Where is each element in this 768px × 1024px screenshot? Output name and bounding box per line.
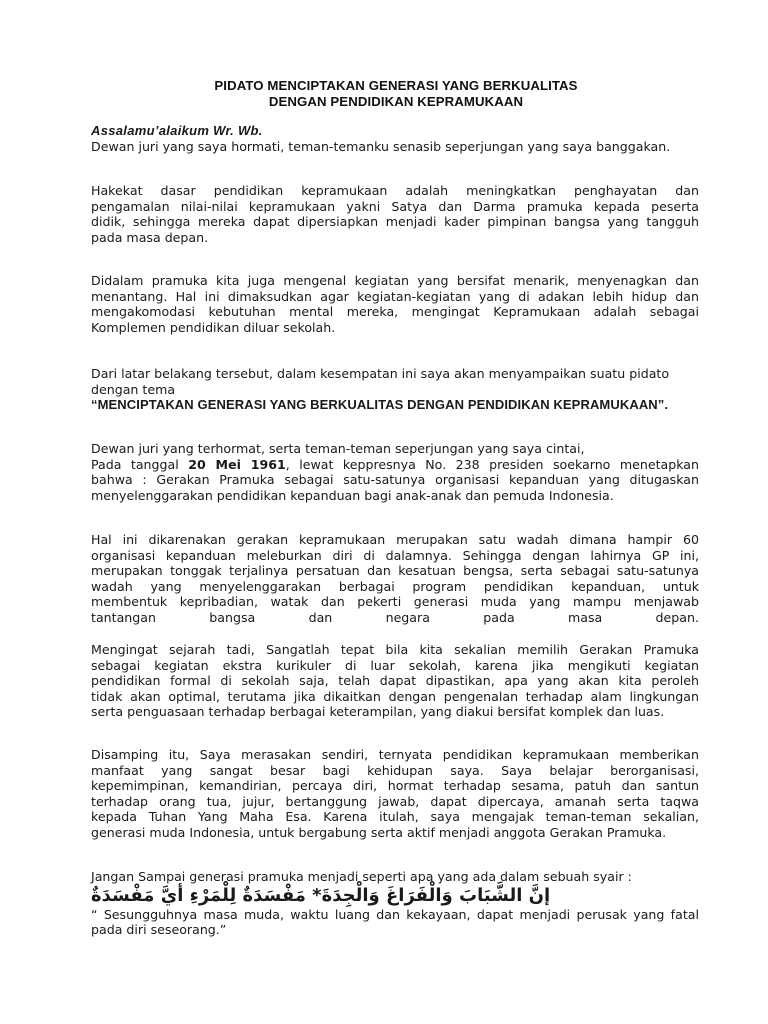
paragraph-line: pengamalan nilai-nilai kepramukaan yakni Satya dan Darma pramuka kepada peserta: [91, 198, 699, 214]
paragraph-line: Dari latar belakang tersebut, dalam kesempatan ini saya akan menyampaikan suatu pidato: [91, 366, 670, 381]
document-title: [0, 78, 768, 110]
paragraph-line: manfaat yang sangat besar bagi kehidupan saya. Saya belajar berorganisasi,: [91, 762, 699, 778]
greeting: Assalamu’alaikum Wr. Wb.: [91, 123, 263, 138]
paragraph-line: Hakekat dasar pendidikan kepramukaan adalah meningkatkan penghayatan dan: [91, 183, 699, 198]
verse-translation: “ Sesungguhnya masa muda, waktu luang dan kekayaan, dapat menjadi perusak yang fatal: [91, 906, 699, 922]
paragraph-line: mengakomodasi kebutuhan mental mereka, mengingat Kepramukaan adalah sebagai: [91, 304, 699, 320]
paragraph-8: [91, 869, 699, 938]
date-prefix: Pada tanggal: [91, 456, 189, 472]
speech-theme: “MENCIPTAKAN GENERASI YANG BERKUALITAS DENGAN PENDIDIKAN KEPRAMUKAAN”.: [91, 397, 669, 413]
paragraph-line: kepemimpinan, kemandirian, percaya diri, hormat terhadap sesama, patuh dan santun: [91, 778, 699, 794]
paragraph-line: dengan tema: [91, 381, 176, 397]
paragraph-line: [91, 457, 699, 473]
paragraph-line: pada masa depan.: [91, 229, 209, 245]
paragraph-7: [91, 747, 699, 841]
paragraph-line: Hal ini dikarenakan gerakan kepramukaan merupakan satu wadah dimana hampir 60: [91, 532, 699, 547]
paragraph-line: tantangan bangsa dan negara pada masa depan.: [91, 609, 699, 625]
paragraph-line: Jangan Sampai generasi pramuka menjadi seperti apa yang ada dalam sebuah syair :: [91, 869, 632, 884]
title-line-1: PIDATO MENCIPTAKAN GENERASI YANG BERKUALITAS: [214, 78, 578, 93]
paragraph-5: [91, 532, 699, 626]
paragraph-line: membentuk kepribadian, watak dan pekerti generasi muda yang mampu menjawab: [91, 594, 699, 610]
paragraph-line: sebagai kegiatan ekstra kurikuler di luar sekolah, karena jika mengikuti kegiatan: [91, 657, 699, 673]
date-suffix: , lewat keppresnya No. 238 presiden soekarno menetapkan: [285, 456, 699, 472]
title-line-2: DENGAN PENDIDIKAN KEPRAMUKAAN: [268, 94, 524, 109]
paragraph-3: [91, 366, 699, 413]
paragraph-line: menyelenggarakan pendidikan kepanduan bagi anak-anak dan pemuda Indonesia.: [91, 487, 614, 503]
paragraph-line: menantang. Hal ini dimaksudkan agar kegiatan-kegiatan yang di adakan lebih hidup dan: [91, 288, 699, 304]
paragraph-line: organisasi kepanduan meleburkan diri di dalamnya. Sehingga dengan lahirnya GP ini,: [91, 547, 699, 563]
paragraph-line: merupakan tonggak terjalinya persatuan dan kesatuan bengsa, serta sebagai satu-satunya: [91, 563, 699, 579]
date-highlight: 20 Mei 1961: [188, 456, 286, 472]
opening: [91, 123, 699, 154]
paragraph-line: generasi muda Indonesia, untuk bergabung serta aktif menjadi anggota Gerakan Pramuka.: [91, 824, 667, 840]
arabic-verse: إنَّ الشَّبَابَ وَالْفَرَاغَ وَالْجِدَةَ* مَفْسَدَةٌ لِلْمَرْءِ أيَّ مَفْسَدَةٌ: [91, 884, 551, 906]
paragraph-line: wadah yang menyelenggarakan berbagai program pendidikan kepanduan, untuk: [91, 578, 699, 594]
paragraph-line: kepada Tuhan Yang Maha Esa. Karena itulah, saya mengajak teman-teman sekalian,: [91, 809, 699, 825]
paragraph-6: [91, 642, 699, 720]
paragraph-line: Disamping itu, Saya merasakan sendiri, ternyata pendidikan kepramukaan memberikan: [91, 747, 699, 762]
paragraph-line: Mengingat sejarah tadi, Sangatlah tepat bila kita sekalian memilih Gerakan Pramuka: [91, 642, 699, 657]
paragraph-line: serta penguasaan terhadap berbagai keterampilan, yang diakui bersifat komplek dan luas.: [91, 704, 665, 720]
paragraph-line: tidak akan optimal, terutama jika dikaitkan dengan pengenalan terhadap alam lingkungan: [91, 688, 699, 704]
paragraph-line: Didalam pramuka kita juga mengenal kegiatan yang bersifat menarik, menyenagkan dan: [91, 273, 699, 288]
paragraph-line: bahwa : Gerakan Pramuka sebagai satu-satunya organisasi kepanduan yang ditugaskan: [91, 472, 699, 488]
paragraph-line: didik, sehingga mereka dapat dipersiapkan menjadi kader pimpinan bangsa yang tangguh: [91, 214, 699, 230]
paragraph-line: Komplemen pendidikan diluar sekolah.: [91, 319, 336, 335]
paragraph-line: pendidikan formal di sekolah saja, telah dapat dipastikan, apa yang akan kita peroleh: [91, 673, 699, 689]
paragraph-4: [91, 441, 699, 503]
verse-translation: pada diri seseorang.”: [91, 922, 227, 938]
paragraph-line: terhadap orang tua, jujur, bertanggung jawab, dapat dipercaya, amanah serta taqwa: [91, 793, 699, 809]
paragraph-1: [91, 183, 699, 245]
paragraph-line: Dewan juri yang terhormat, serta teman-teman seperjungan yang saya cintai,: [91, 441, 585, 456]
opening-address: Dewan juri yang saya hormati, teman-temanku senasib seperjungan yang saya banggakan.: [91, 138, 671, 154]
paragraph-2: [91, 273, 699, 335]
